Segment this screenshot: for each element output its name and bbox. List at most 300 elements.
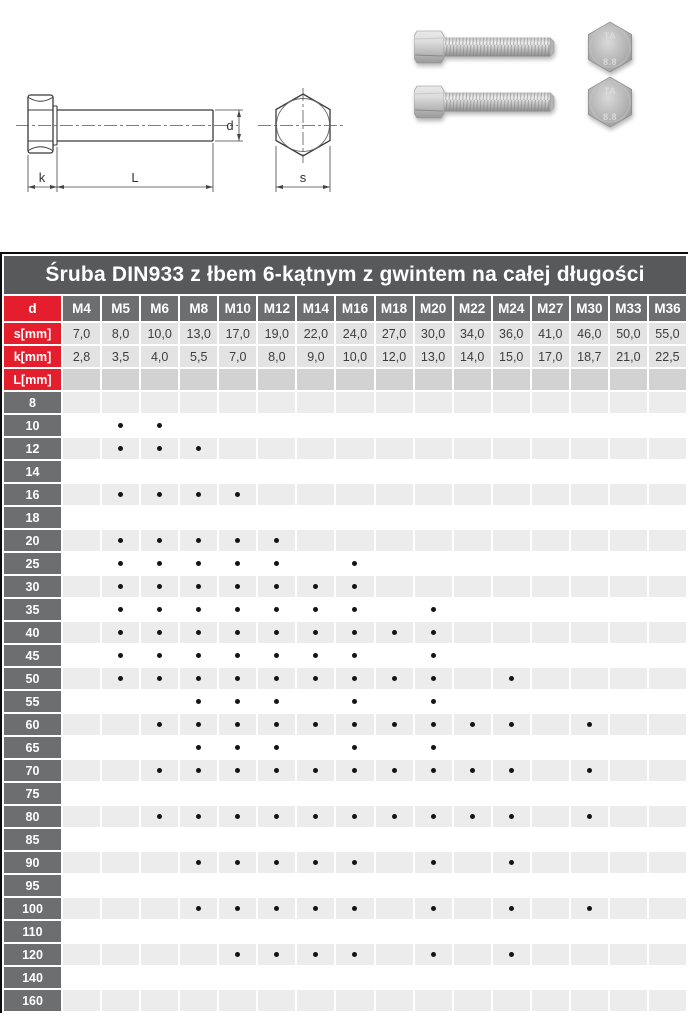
availability-cell (297, 415, 334, 436)
availability-cell (336, 438, 373, 459)
availability-cell (571, 461, 608, 482)
availability-cell (649, 415, 686, 436)
diameter-header: M5 (102, 296, 139, 321)
availability-dot (118, 630, 123, 635)
availability-cell (415, 921, 452, 942)
availability-dot (157, 676, 162, 681)
availability-cell (610, 507, 647, 528)
availability-cell (493, 622, 530, 643)
length-row-120 (4, 944, 686, 965)
availability-dot (313, 584, 318, 589)
availability-cell (493, 990, 530, 1011)
availability-cell (571, 415, 608, 436)
availability-cell (258, 484, 295, 505)
availability-cell (415, 944, 452, 965)
availability-cell (454, 622, 491, 643)
availability-dot (313, 653, 318, 658)
k-value-cell: 15,0 (493, 346, 530, 367)
availability-dot (352, 860, 357, 865)
availability-cell (415, 461, 452, 482)
length-label: 14 (4, 461, 61, 482)
availability-cell (376, 576, 413, 597)
l-spacer-cell (493, 369, 530, 390)
availability-cell (415, 967, 452, 988)
availability-cell (102, 484, 139, 505)
availability-cell (297, 990, 334, 1011)
availability-cell (649, 576, 686, 597)
availability-dot (157, 446, 162, 451)
availability-cell (63, 668, 100, 689)
availability-cell (336, 898, 373, 919)
availability-cell (532, 737, 569, 758)
k-value-cell: 14,0 (454, 346, 491, 367)
length-row-45 (4, 645, 686, 666)
availability-cell (571, 645, 608, 666)
availability-dot (509, 768, 514, 773)
availability-cell (376, 921, 413, 942)
availability-cell (376, 898, 413, 919)
availability-dot (470, 722, 475, 727)
availability-dot (235, 768, 240, 773)
length-label: 75 (4, 783, 61, 804)
availability-cell (180, 990, 217, 1011)
availability-cell (141, 714, 178, 735)
availability-dot (196, 492, 201, 497)
availability-cell (336, 461, 373, 482)
availability-cell (571, 668, 608, 689)
availability-cell (258, 645, 295, 666)
availability-cell (454, 645, 491, 666)
availability-dot (235, 699, 240, 704)
availability-cell (141, 484, 178, 505)
availability-cell (610, 852, 647, 873)
l-spacer-cell (63, 369, 100, 390)
availability-dot (431, 745, 436, 750)
availability-cell (102, 553, 139, 574)
availability-cell (180, 760, 217, 781)
availability-dot (274, 630, 279, 635)
availability-cell (415, 898, 452, 919)
k-row-label: k[mm] (4, 346, 61, 367)
dimension-s (276, 146, 330, 192)
availability-cell (376, 691, 413, 712)
availability-dot (235, 906, 240, 911)
availability-cell (180, 599, 217, 620)
length-label: 140 (4, 967, 61, 988)
availability-cell (141, 415, 178, 436)
availability-cell (297, 875, 334, 896)
availability-cell (454, 760, 491, 781)
availability-cell (102, 990, 139, 1011)
availability-dot (313, 860, 318, 865)
availability-cell (649, 737, 686, 758)
availability-cell (571, 783, 608, 804)
availability-cell (532, 415, 569, 436)
diameter-header: M30 (571, 296, 608, 321)
availability-cell (258, 599, 295, 620)
availability-cell (336, 806, 373, 827)
s-value-cell: 27,0 (376, 323, 413, 344)
availability-cell (571, 829, 608, 850)
availability-dot (274, 653, 279, 658)
availability-cell (336, 530, 373, 551)
availability-dot (235, 584, 240, 589)
availability-cell (376, 852, 413, 873)
availability-cell (258, 392, 295, 413)
availability-cell (102, 875, 139, 896)
availability-dot (431, 653, 436, 658)
availability-cell (649, 461, 686, 482)
length-row-55 (4, 691, 686, 712)
availability-cell (219, 438, 256, 459)
availability-dot (274, 814, 279, 819)
availability-cell (376, 530, 413, 551)
availability-cell (180, 806, 217, 827)
availability-cell (649, 806, 686, 827)
availability-dot (157, 607, 162, 612)
availability-cell (258, 852, 295, 873)
length-row-60 (4, 714, 686, 735)
availability-cell (376, 645, 413, 666)
title-row (4, 256, 686, 294)
availability-cell (454, 967, 491, 988)
availability-cell (610, 392, 647, 413)
availability-cell (532, 967, 569, 988)
availability-cell (102, 392, 139, 413)
availability-dot (235, 492, 240, 497)
l-spacer-cell (610, 369, 647, 390)
availability-cell (649, 645, 686, 666)
availability-cell (649, 530, 686, 551)
availability-cell (258, 783, 295, 804)
l-spacer-cell (649, 369, 686, 390)
availability-cell (141, 392, 178, 413)
availability-cell (571, 737, 608, 758)
availability-cell (180, 484, 217, 505)
length-label: 40 (4, 622, 61, 643)
availability-cell (376, 507, 413, 528)
availability-cell (336, 599, 373, 620)
availability-cell (571, 622, 608, 643)
availability-dot (235, 745, 240, 750)
availability-cell (219, 461, 256, 482)
availability-cell (649, 507, 686, 528)
availability-cell (141, 668, 178, 689)
dim-label-k: k (38, 170, 46, 185)
availability-dot (313, 814, 318, 819)
availability-cell (532, 944, 569, 965)
availability-cell (376, 392, 413, 413)
availability-cell (180, 392, 217, 413)
s-value-cell: 46,0 (571, 323, 608, 344)
availability-cell (610, 875, 647, 896)
availability-dot (157, 423, 162, 428)
l-spacer-cell (571, 369, 608, 390)
availability-cell (532, 668, 569, 689)
availability-cell (376, 944, 413, 965)
availability-cell (376, 875, 413, 896)
availability-cell (454, 553, 491, 574)
availability-cell (180, 645, 217, 666)
availability-cell (532, 645, 569, 666)
availability-cell (532, 507, 569, 528)
availability-dot (157, 584, 162, 589)
availability-cell (297, 737, 334, 758)
availability-cell (571, 599, 608, 620)
availability-cell (610, 714, 647, 735)
availability-cell (219, 668, 256, 689)
availability-cell (532, 829, 569, 850)
availability-cell (102, 737, 139, 758)
availability-dot (196, 653, 201, 658)
availability-cell (180, 852, 217, 873)
length-row-35 (4, 599, 686, 620)
availability-cell (610, 530, 647, 551)
diameter-header-row (4, 296, 686, 321)
k-value-cell: 5,5 (180, 346, 217, 367)
availability-cell (336, 714, 373, 735)
k-value-cell: 4,0 (141, 346, 178, 367)
availability-cell (454, 461, 491, 482)
availability-cell (493, 668, 530, 689)
availability-cell (180, 576, 217, 597)
availability-dot (196, 768, 201, 773)
diameter-header: M20 (415, 296, 452, 321)
availability-cell (376, 553, 413, 574)
availability-cell (454, 921, 491, 942)
availability-dot (196, 584, 201, 589)
availability-cell (649, 852, 686, 873)
availability-cell (610, 668, 647, 689)
availability-cell (415, 530, 452, 551)
availability-cell (376, 783, 413, 804)
availability-cell (141, 760, 178, 781)
availability-dot (274, 607, 279, 612)
table-title: Śruba DIN933 z łbem 6-kątnym z gwintem na całej długości (4, 256, 686, 294)
availability-cell (336, 668, 373, 689)
availability-cell (493, 599, 530, 620)
availability-cell (336, 622, 373, 643)
availability-cell (649, 553, 686, 574)
diameter-header: M6 (141, 296, 178, 321)
availability-dot (118, 446, 123, 451)
availability-cell (493, 576, 530, 597)
availability-dot (235, 630, 240, 635)
s-value-cell: 10,0 (141, 323, 178, 344)
availability-cell (297, 553, 334, 574)
availability-cell (336, 760, 373, 781)
availability-cell (532, 852, 569, 873)
availability-dot (352, 952, 357, 957)
availability-cell (415, 415, 452, 436)
availability-cell (415, 852, 452, 873)
availability-cell (610, 990, 647, 1011)
availability-cell (297, 507, 334, 528)
availability-cell (102, 622, 139, 643)
availability-cell (219, 737, 256, 758)
availability-cell (610, 967, 647, 988)
availability-cell (219, 990, 256, 1011)
availability-cell (180, 668, 217, 689)
availability-cell (336, 852, 373, 873)
availability-cell (532, 783, 569, 804)
diameter-header: M36 (649, 296, 686, 321)
availability-cell (649, 944, 686, 965)
availability-cell (415, 576, 452, 597)
bolt-photo-head-1 (582, 21, 638, 73)
availability-cell (141, 737, 178, 758)
availability-cell (219, 622, 256, 643)
availability-cell (258, 921, 295, 942)
availability-dot (313, 607, 318, 612)
availability-dot (470, 814, 475, 819)
availability-dot (587, 814, 592, 819)
availability-cell (493, 806, 530, 827)
s-value-cell: 34,0 (454, 323, 491, 344)
availability-dot (431, 860, 436, 865)
k-value-cell: 13,0 (415, 346, 452, 367)
s-value-cell: 55,0 (649, 323, 686, 344)
availability-cell (376, 461, 413, 482)
length-row-160 (4, 990, 686, 1011)
length-row-14 (4, 461, 686, 482)
availability-cell (141, 921, 178, 942)
availability-cell (63, 599, 100, 620)
availability-cell (610, 576, 647, 597)
availability-cell (63, 737, 100, 758)
availability-cell (297, 576, 334, 597)
availability-cell (63, 760, 100, 781)
l-spacer-cell (336, 369, 373, 390)
availability-cell (493, 691, 530, 712)
bolt-photo-side-2 (414, 81, 556, 123)
availability-cell (454, 852, 491, 873)
s-value-cell: 50,0 (610, 323, 647, 344)
availability-cell (415, 668, 452, 689)
length-row-70 (4, 760, 686, 781)
availability-dot (392, 722, 397, 727)
availability-cell (102, 921, 139, 942)
length-label: 12 (4, 438, 61, 459)
availability-cell (219, 875, 256, 896)
availability-cell (376, 438, 413, 459)
availability-cell (297, 461, 334, 482)
availability-dot (392, 768, 397, 773)
availability-dot (157, 768, 162, 773)
availability-dot (118, 653, 123, 658)
availability-dot (274, 676, 279, 681)
availability-dot (274, 906, 279, 911)
availability-cell (219, 806, 256, 827)
availability-dot (509, 860, 514, 865)
l-spacer-cell (102, 369, 139, 390)
availability-cell (649, 714, 686, 735)
availability-cell (297, 645, 334, 666)
dimension-k-L (28, 143, 213, 192)
availability-cell (649, 622, 686, 643)
availability-cell (532, 438, 569, 459)
availability-cell (454, 392, 491, 413)
availability-cell (219, 967, 256, 988)
availability-cell (102, 438, 139, 459)
availability-cell (532, 484, 569, 505)
availability-cell (141, 599, 178, 620)
availability-cell (376, 714, 413, 735)
availability-cell (258, 829, 295, 850)
availability-dot (235, 860, 240, 865)
diameter-header: M22 (454, 296, 491, 321)
length-row-110 (4, 921, 686, 942)
availability-cell (258, 898, 295, 919)
availability-cell (493, 645, 530, 666)
length-label: 16 (4, 484, 61, 505)
k-value-cell: 8,0 (258, 346, 295, 367)
k-value-cell: 10,0 (336, 346, 373, 367)
length-label: 25 (4, 553, 61, 574)
availability-cell (180, 415, 217, 436)
availability-cell (297, 668, 334, 689)
availability-cell (102, 944, 139, 965)
availability-dot (274, 952, 279, 957)
availability-cell (180, 875, 217, 896)
availability-dot (352, 722, 357, 727)
availability-cell (454, 944, 491, 965)
availability-dot (274, 561, 279, 566)
availability-cell (297, 898, 334, 919)
availability-cell (649, 392, 686, 413)
availability-cell (649, 898, 686, 919)
availability-cell (415, 438, 452, 459)
availability-cell (258, 944, 295, 965)
availability-cell (297, 783, 334, 804)
din933-size-table (2, 254, 688, 1013)
s-value-cell: 30,0 (415, 323, 452, 344)
availability-cell (63, 392, 100, 413)
availability-cell (415, 392, 452, 413)
availability-cell (493, 852, 530, 873)
availability-cell (571, 507, 608, 528)
availability-cell (376, 806, 413, 827)
availability-dot (235, 607, 240, 612)
availability-dot (431, 768, 436, 773)
availability-cell (336, 737, 373, 758)
length-row-12 (4, 438, 686, 459)
l-row (4, 369, 686, 390)
availability-cell (63, 852, 100, 873)
k-value-cell: 9,0 (297, 346, 334, 367)
availability-dot (313, 722, 318, 727)
availability-cell (180, 829, 217, 850)
availability-dot (587, 722, 592, 727)
availability-cell (610, 944, 647, 965)
availability-cell (376, 668, 413, 689)
availability-cell (532, 990, 569, 1011)
availability-cell (141, 990, 178, 1011)
availability-cell (63, 507, 100, 528)
s-value-cell: 8,0 (102, 323, 139, 344)
availability-cell (376, 415, 413, 436)
length-row-75 (4, 783, 686, 804)
l-row-label: L[mm] (4, 369, 61, 390)
diameter-header: M10 (219, 296, 256, 321)
s-value-cell: 36,0 (493, 323, 530, 344)
availability-dot (118, 676, 123, 681)
length-row-25 (4, 553, 686, 574)
availability-cell (415, 484, 452, 505)
availability-cell (454, 714, 491, 735)
availability-cell (141, 691, 178, 712)
availability-cell (610, 622, 647, 643)
